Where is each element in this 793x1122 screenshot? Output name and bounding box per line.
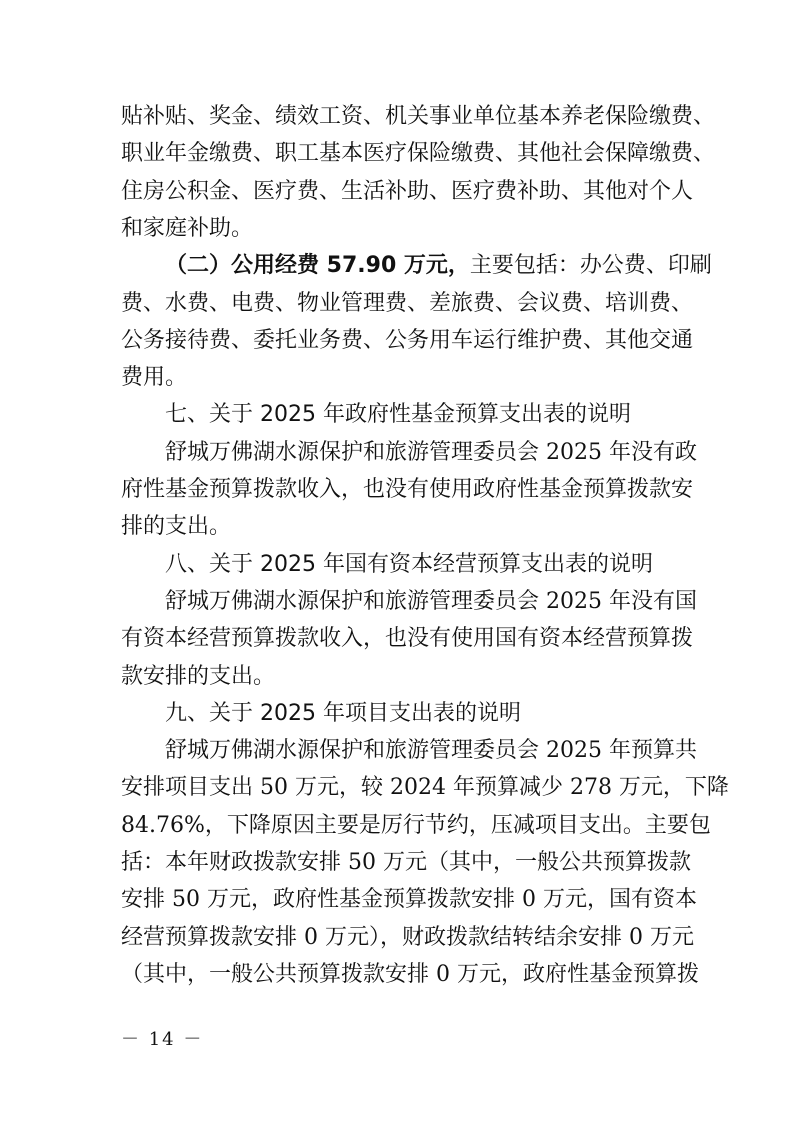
section-heading-9: 九、关于 2025 年项目支出表的说明 <box>165 701 521 726</box>
body-line: 括：本年财政拨款安排 50 万元（其中，一般公共预算拨款 <box>121 850 691 875</box>
public-funds-text: 主要包括：办公费、印刷 <box>469 253 712 278</box>
body-line: 排的支出。 <box>121 514 232 539</box>
body-line: 和家庭补助。 <box>121 216 254 241</box>
page-number: － 14 － <box>121 1029 204 1050</box>
body-line: 费用。 <box>121 365 188 390</box>
public-funds-heading: （二）公用经费 57.90 万元， <box>165 253 470 278</box>
body-line: 经营预算拨款安排 0 万元），财政拨款结转结余安排 0 万元 <box>121 925 694 950</box>
body-line: 安排项目支出 50 万元，较 2024 年预算减少 278 万元，下降 <box>121 775 729 800</box>
body-line: 款安排的支出。 <box>121 664 276 689</box>
section-heading-7: 七、关于 2025 年政府性基金预算支出表的说明 <box>165 402 631 427</box>
body-line: 舒城万佛湖水源保护和旅游管理委员会 2025 年预算共 <box>165 738 697 763</box>
body-line: 有资本经营预算拨款收入，也没有使用国有资本经营预算拨 <box>121 626 694 651</box>
body-line: 贴补贴、奖金、绩效工资、机关事业单位基本养老保险缴费、 <box>121 104 716 129</box>
section-heading-8: 八、关于 2025 年国有资本经营预算支出表的说明 <box>165 552 653 577</box>
body-line: （其中，一般公共预算拨款安排 0 万元，政府性基金预算拨 <box>121 962 699 987</box>
body-line: 住房公积金、医疗费、生活补助、医疗费补助、其他对个人 <box>121 179 694 204</box>
body-line: 舒城万佛湖水源保护和旅游管理委员会 2025 年没有政 <box>165 440 697 465</box>
body-line: 费、水费、电费、物业管理费、差旅费、会议费、培训费、 <box>121 291 694 316</box>
body-line: 职业年金缴费、职工基本医疗保险缴费、其他社会保障缴费、 <box>121 141 716 166</box>
body-line: 舒城万佛湖水源保护和旅游管理委员会 2025 年没有国 <box>165 589 697 614</box>
body-line: 府性基金预算拨款收入，也没有使用政府性基金预算拨款安 <box>121 477 694 502</box>
body-line: 84.76%，下降原因主要是厉行节约，压减项目支出。主要包 <box>121 813 711 838</box>
body-line: 公务接待费、委托业务费、公务用车运行维护费、其他交通 <box>121 328 694 353</box>
public-funds-line <box>165 251 712 281</box>
body-line: 安排 50 万元，政府性基金预算拨款安排 0 万元，国有资本 <box>121 887 697 912</box>
